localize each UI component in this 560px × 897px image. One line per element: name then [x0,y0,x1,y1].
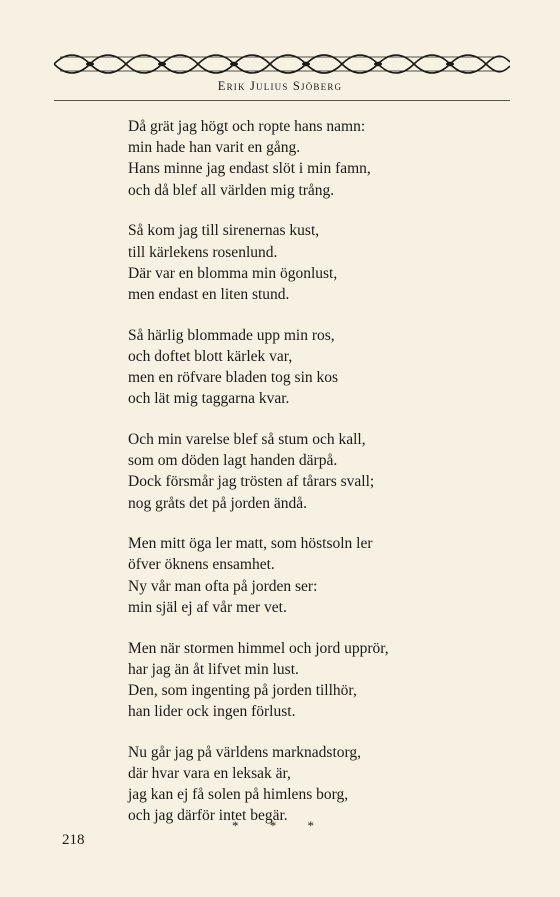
poem-line: jag kan ej få solen på himlens borg, [128,786,349,804]
poem-line: öfver öknens ensamhet. [128,556,275,574]
poem-line: Där var en blomma min ögonlust, [128,264,338,282]
poem-line: och jag därför intet begär. [128,807,288,825]
poem-line: och doftet blott kärlek var, [128,347,293,365]
poem-line: och lät mig taggarna kvar. [128,390,290,408]
section-break-asterisks: * * * [232,818,328,833]
stanza [128,742,488,827]
poem-line: min hade han varit en gång. [128,139,301,157]
decorative-braid-border-icon [54,52,510,76]
poem-line: men endast en liten stund. [128,285,290,303]
poem-line: Då grät jag högt och ropte hans namn: [128,118,366,135]
page-number: 218 [62,832,85,848]
poem-line: Så härlig blommade upp min ros, [128,326,335,344]
poem-line: Ny vår man ofta på jorden ser: [128,577,318,595]
poem-line: Och min varelse blef så stum och kall, [128,430,366,448]
poem-line: där hvar vara en leksak är, [128,765,291,783]
poem-line: han lider ock ingen förlust. [128,703,296,721]
stanza [128,429,488,514]
stanza [128,638,488,723]
poem-line: Dock försmår jag trösten af tårars svall; [128,473,375,491]
poem-line: Den, som ingenting på jorden tillhör, [128,681,357,699]
poem-line: Så kom jag till sirenernas kust, [128,222,320,240]
poem-line: Men mitt öga ler matt, som höstsoln ler [128,535,373,553]
running-header-title: Erik Julius Sjöberg [217,79,343,93]
poem-line: till kärlekens rosenlund. [128,243,278,261]
poem-line: och då blef all världen mig trång. [128,181,335,199]
stanza [128,325,488,410]
poem-line: Nu går jag på världens marknadstorg, [128,743,362,761]
poem-line: som om döden lagt handen därpå. [128,452,338,470]
poem-line: nog gråts det på jorden ändå. [128,494,308,512]
poem-line: Men när stormen himmel och jord upprör, [128,639,389,657]
stanza [128,220,488,305]
poem-line: Hans minne jag endast slöt i min famn, [128,160,371,178]
stanza [128,533,488,618]
poem-body [128,116,488,846]
poem-line: har jag än åt lifvet min lust. [128,660,299,678]
poem-line: min själ ej af vår mer vet. [128,598,287,616]
stanza [128,116,488,201]
poem-line: men en röfvare bladen tog sin kos [128,369,339,387]
header-divider [54,100,510,101]
